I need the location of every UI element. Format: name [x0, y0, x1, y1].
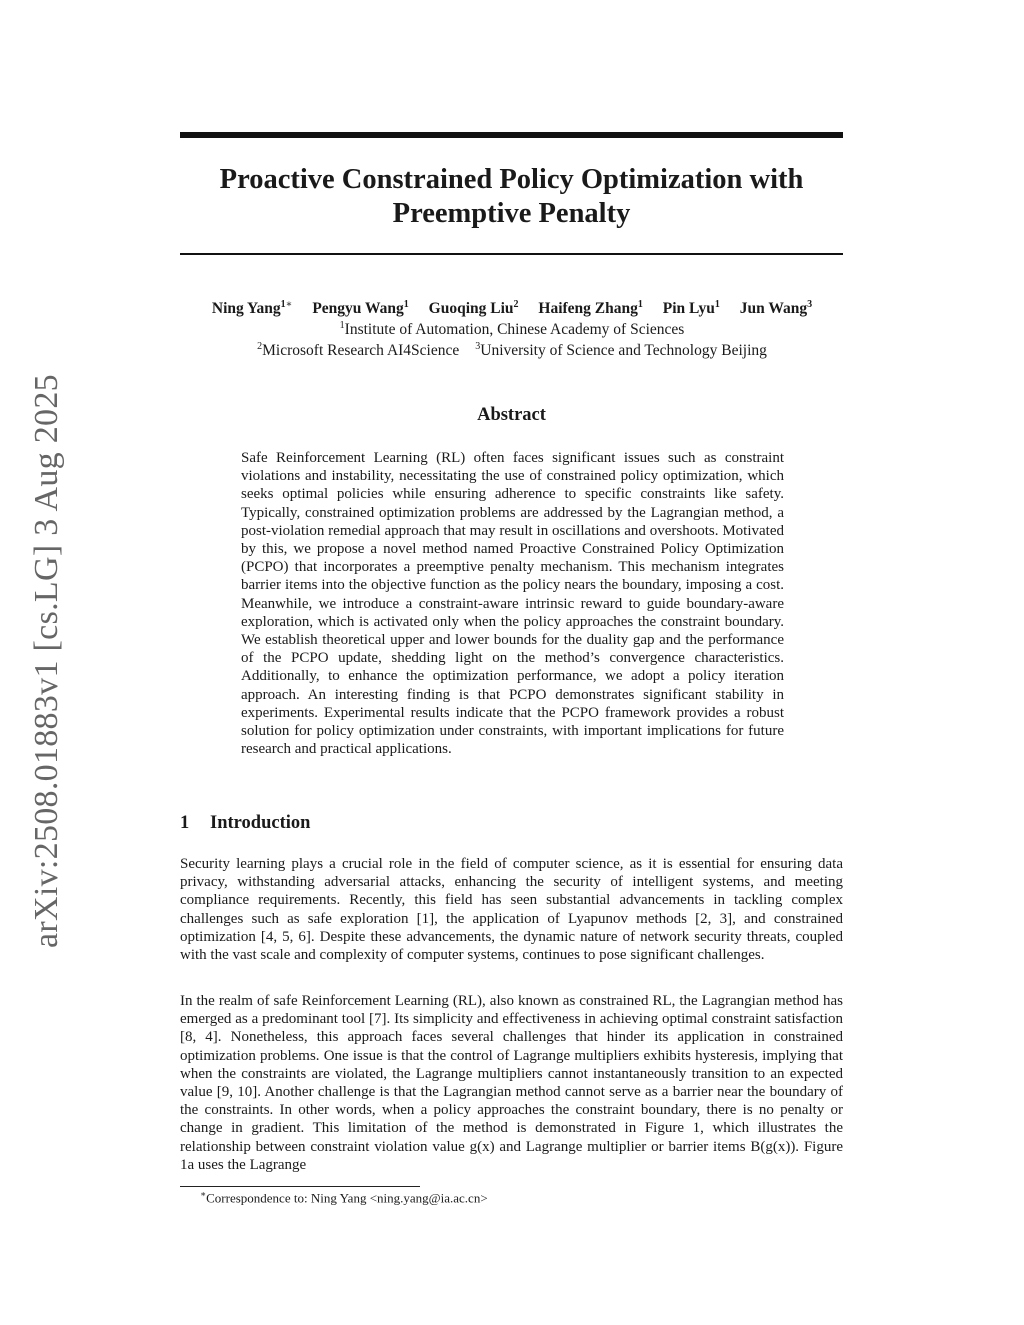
- footnote-rule: [180, 1186, 420, 1187]
- intro-paragraph-1: Security learning plays a crucial role in the field of computer science, as it is essential for ensuring data privacy, withstanding adversarial attacks, enhancing the security of intelligent systems, and meeting compliance requirements. Recently, this field has seen substantial advancements in tackling complex challenges such as safe exploration [1], the application of Lyapunov methods [2, 3], and constrained optimization [4, 5, 6]. Despite these advancements, the dynamic nature of network security threats, coupled with the vast scale and complexity of computer systems, continues to pose significant challenges.: [180, 856, 843, 964]
- footnote: [200, 1189, 488, 1206]
- author-affiliation-mark: 1: [714, 298, 720, 310]
- title-line-1: Proactive Constrained Policy Optimization with: [219, 164, 804, 195]
- title-bottom-rule: [180, 253, 843, 255]
- footnote-text: Correspondence to: Ning Yang <ning.yang@ia.ac.cn>: [206, 1190, 488, 1206]
- section-heading-introduction: [180, 813, 310, 834]
- author: [429, 300, 519, 317]
- section-number: 1: [180, 813, 190, 833]
- author: [312, 300, 408, 317]
- affiliation-line-2: [150, 341, 874, 361]
- author-name: Pengyu Wang: [312, 300, 404, 317]
- author-list: [150, 298, 874, 320]
- author: [538, 300, 642, 317]
- arxiv-identifier-text: arXiv:2508.01883v1 [cs.LG] 3 Aug 2025: [28, 374, 65, 948]
- affiliation-line-1: [150, 320, 874, 340]
- arxiv-identifier-stamp: [28, 374, 68, 948]
- author: [663, 300, 720, 317]
- title-line-2: Preemptive Penalty: [392, 198, 631, 229]
- title-top-rule: [180, 132, 843, 138]
- author-name: Haifeng Zhang: [538, 300, 638, 317]
- abstract-body: Safe Reinforcement Learning (RL) often faces significant issues such as constraint violations and instability, necessitating the use of constrained policy optimization, which seeks optimal policies while ensuring adherence to specific constraints like safety. Typically, constrained optimization problems are addressed by the Lagrangian method, a post-violation remedial approach that may result in oscillations and overshoots. Motivated by this, we propose a novel method named Proactive Constrained Policy Optimization (PCPO) that incorporates a preemptive penalty mechanism. This mechanism integrates barrier items into the objective function as the policy nears the boundary, imposing a cost. Meanwhile, we introduce a constraint-aware intrinsic reward to guide boundary-aware exploration, which is activated only when the policy approaches the constraint boundary. We establish theoretical upper and lower bounds for the duality gap and the performance of the PCPO update, shedding light on the method’s convergence characteristics. Additionally, to enhance the optimization performance, we adopt a policy iteration approach. An interesting finding is that PCPO demonstrates significant stability in experiments. Experimental results indicate that the PCPO framework provides a robust solution for policy optimization under constraints, with important implications for future research and practical applications.: [241, 450, 784, 758]
- affiliation-mark: 2: [257, 340, 263, 352]
- author-affiliation-mark: 1: [637, 298, 643, 310]
- affiliation-mark: 1: [339, 319, 345, 331]
- author-name: Guoqing Liu: [428, 300, 514, 317]
- intro-paragraph-2: In the realm of safe Reinforcement Learning (RL), also known as constrained RL, the Lagrangian method has emerged as a predominant tool [7]. Its simplicity and effectiveness in achieving optimal constraint satisfaction [8, 4]. Nonetheless, this approach faces several challenges that hinder its application in constrained optimization problems. One issue is that the control of Lagrange multipliers exhibits hysteresis, implying that when the constraints are violated, the Lagrange multipliers cannot instantaneously transition to an expected value [9, 10]. Another challenge is that the Lagrangian method cannot serve as a barrier near the boundary of the constraints. In other words, when a policy approaches the constraint boundary, there is no penalty or change in gradient. This limitation of the method is demonstrated in Figure 1, which illustrates the relationship between constraint violation value g(x) and Lagrange multiplier or barrier items B(g(x)). Figure 1a uses the Lagrange: [180, 993, 843, 1173]
- author-affiliation-mark: 3: [807, 298, 813, 310]
- affiliation-name: University of Science and Technology Beijing: [480, 342, 767, 359]
- author-name: Ning Yang: [211, 300, 281, 317]
- author-name: Pin Lyu: [662, 300, 715, 317]
- author-affiliation-mark: 2: [513, 298, 519, 310]
- affiliation-name: Microsoft Research AI4Science: [262, 342, 460, 359]
- affiliation-name: Institute of Automation, Chinese Academy of Sciences: [344, 321, 685, 338]
- section-title: Introduction: [210, 813, 311, 833]
- author: [740, 300, 812, 317]
- affiliation-mark: 3: [475, 340, 481, 352]
- paper-title: [180, 163, 843, 231]
- footnote-mark: ∗: [200, 1189, 207, 1199]
- corresponding-author-mark: ∗: [285, 298, 293, 310]
- abstract-heading: Abstract: [477, 405, 546, 425]
- author-affiliation-mark: 1: [280, 298, 286, 310]
- author-affiliation-mark: 1: [403, 298, 409, 310]
- author: [212, 300, 293, 317]
- author-name: Jun Wang: [739, 300, 808, 317]
